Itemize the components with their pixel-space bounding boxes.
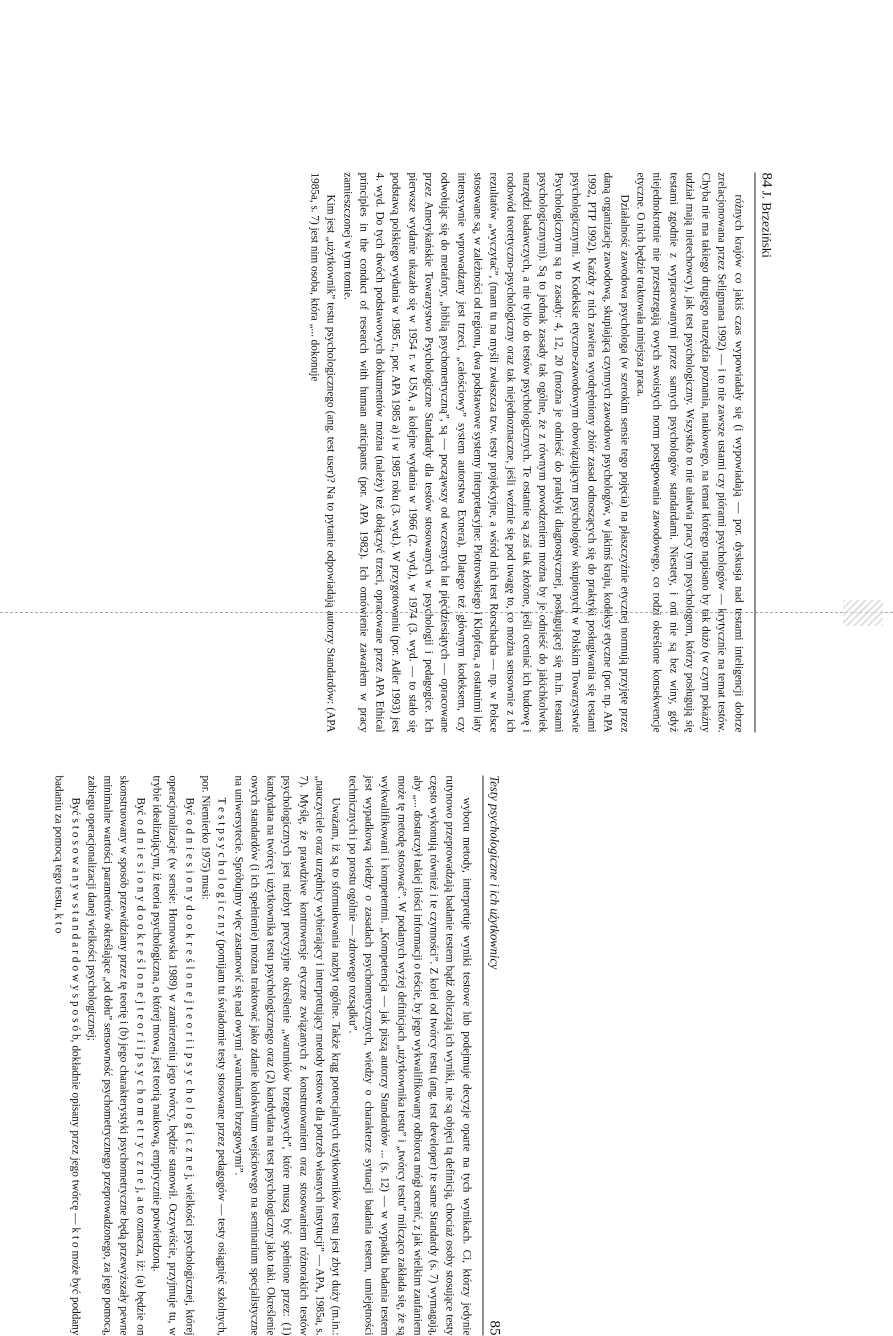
paragraph: różnych krajów co jakiś czas wypowiadały się (i wypowiadają — por. dyskusja nad testami inteligencji dobrze zrelacjonowana przez Seligmana 1992) — i to nie zawsze ustami czy piórami psychologów — krytycznie na temat testów. Chyba nie ma takiego drugiego narzędzia poznania, naukowego, na temat którego napisano by tak dużo (w czym pokaźny udział mają nietechowcy), jak test psychologiczny. Wszystko to nie ułatwia pracy tym psychologom, którzy posługują się testami zgodnie z wypracowanymi przez samych psychologów standardami. Niestety, i oni nie są bez winy, gdyż niejednokrotnie nie przestrzegają owych swoistych norm postępowania zawodowego, co rodzi określone konsekwencje etyczne. O nich będzie traktowała niniejsza praca. xyxy=(634,172,745,733)
paragraph: Działalność zawodowa psychologa (w szerokim sensie tego pojęcia) na płaszczyźnie etycznej normują przyjęte przez daną organizację zawodową, skupiającą czynnych zawodowo psychologów, w jakimś kraju, kodeksy etyczne (por. np. APA 1992, PTP 1992). Każdy z nich zawiera wyodrębniony zbiór zasad odnoszących się do praktyki posługiwania się testami psychologicznymi. W Kodeksie etyczno-zawodowym obowiązującym psychologów skupionych w Polskim Towarzystwie Psychologicznym są to zasady: 4, 12, 20 (można je odnieść do praktyki diagnostycznej, posługującej się m.in. testami psychologicznymi). Są to jednak zasady tak ogólne, że z równym powodzeniem można by je odnieść do jakichkolwiek narzędzi badawczych, a nie tylko do testów psychologicznych. Te ostatnie są zaś tak złożone, jeśli oceniać ich budowę i rodowód teoretyczno-psychologiczny oraz tak niejednoznaczne, jeśli weźmie się pod uwagę to, co można sensownie z ich rezultatów „wyczytać”, (mam tu na myśli zwłaszcza tzw. testy projekcyjne, a wśród nich test Rorschacha — np. w Polsce stosowane są, w zależności od regionu, dwa podstawowe systemy interpretacyjne: Piotrowskiego i Klopfera, a ostatnimi laty intensywnie wprowadzany jest trzeci, „całościowy” system autorstwa Exnera). Dlatego też głównym kodeksem, czy odwołując się do metafory, „biblią psychometryczną”, są — począwszy od wczesnych lat pięćdziesiątych — opracowane przez Amerykańskie Towarzystwo Psychologiczne Standardy dla testów stosowanych w psychologii i pedagogice. Ich pierwsze wydanie ukazało się w 1954 r. w USA, a kolejne wydania w 1966 (2. wyd.), w 1974 (3. wyd. — to stało się podstawą polskiego wydania w 1985 r., por. APA 1985 a) i w 1985 roku (3. wyd.). W przygotowaniu (por. Adler 1993) jest 4. wyd. Do tych dwóch podstawowych dokumentów można (należy) też dołączyć trzeci, opracowane przez APA Ethical principles in the conduct of research with human articipants (por. APA 1982). Ich omówienie zawarłem w pracy zamieszczonej w tym tomie. xyxy=(341,172,631,733)
page-header-left xyxy=(758,173,774,258)
left-page xyxy=(0,173,775,733)
author-name: J. Brzeziński xyxy=(759,190,775,258)
page-number: 85 xyxy=(486,1320,503,1336)
page-body xyxy=(306,173,746,733)
paragraph: Kim jest „użytkownik” testu psychologicznego (ang. test user)? Na to pytanie odpowiadają autorzy Standardów: (APA 1985a, s. 7) jest nim osoba, która „... dokonuje xyxy=(308,172,337,733)
paragraph: T e s t p s y c h o l o g i c z n y (pomijam tu świadomie testy stosowane przez pedagogów — testy osiągnięć szkolnych, por. Niemierko 1975) musi: xyxy=(199,775,228,1336)
paragraph: Być s t o s o w a n y w s t a n d a r d o w y s p o s ó b, dokładnie opisany przez jego twórcę — k t o może być poddany badaniu za pomocą tego testu, k t o xyxy=(52,775,82,1336)
page-header xyxy=(482,776,502,1336)
page-header xyxy=(754,173,774,733)
page-number: 84 xyxy=(758,172,775,188)
paragraph: Być o d n i e s i o n y d o o k r e ś l o n e j t e o r i i p s y c h o m e t r y c z n e j, a to oznacza, iż: (a) będzie on skonstruowany w sposób przewidziany przez tę teorię i (b) jego charakterystyki psychometryczne będą przewyższały pewne minimalne wartości parametrów określające „od dołu” sensowność psychometrycznego przeprowadzonego, za jego pomocą, zabiegu operacjonalizacji danej wielkości psychologicznej; xyxy=(85,775,147,1336)
page-body xyxy=(50,776,474,1336)
right-page xyxy=(0,776,503,1336)
paragraph: Być o d n i e s i o n y d o o k r e ś l o n e j t e o r i i p s y c h o l o g i c z n e j, wielkości psychologicznej, której operacjonalizacje (w sensie: Hornowska 1989) w zamierzeniu jego twórcy, będzie stanowił. Oczywiście, przyjmuje tu, w trybie idealizującym, iż teoria psychologiczna, o której mowa, jest teorią naukową, empirycznie potwierdzoną. xyxy=(150,775,196,1336)
paragraph: Uważam, iż są to sformułowania nazbyt ogólne. Także krąg potencjalnych użytkowników testu jest zbyt duży (m.in.: „nauczyciele oraz urzędnicy wybierający i interpretujący metody testowe dla potrzeb własnych instytucji” — APA, 1985a, s. 7). Myślę, że prawdziwe kontrowersje etyczne związanych z konstruowaniem oraz stosowaniem różnorakich testów psychologicznych jest niezbyt precyzyjne określenie „warunków brzegowych”, które muszą być spełnione przez: (1) kandydata na twórcę i użytkownika testu psychologicznego oraz (2) kandydata na test psychologiczny jako taki. Określenie owych standardów (i ich spełnienie) można traktować jako zdanie kolokwium wejściowego na seminarium specjalistyczne na uniwersytecie. Spróbujmy więc zastanowić się nad owymi „warunkami brzegowymi”. xyxy=(232,775,342,1336)
scan-artifact xyxy=(843,600,883,626)
paragraph: wyboru metody, interpretuje wyniki testowe lub podejmuje decyzje oparte na tych wynikach. Ci, którzy jedynie rutynowo przeprowadzają badanie testem bądź obliczają ich wyniki, nie są objęci tą definicją, chociaż osoby stosujące testy często wykonują również i te czynności”. Z kolei od twórcy testu (ang. test developer) te same Standardy (s. 7) wymagają, aby „... dostarczył takiej ilości informacji o teście, by jego wykwalifikowany odbiorca mógł ocenić, z jak wielkim zaufaniem może tę metodę stosować”. W podanych wyżej definicjach „użytkownika testu” i „twórcy testu” milcząco zakłada się, że są wykwalifikowani i kompetentni. „Kompetencja — jak piszą autorzy Standardów ... (s. 12) — w wypadku badania testem jest wypadkową wiedzy o zasadach psychometrycznych, wiedzy o charakterze sytuacji badania testem, umiejętności technicznych i po prostu ogólnie — zdrowego rozsądku”. xyxy=(346,775,473,1336)
running-title: Testy psychologiczne i ich użytkownicy xyxy=(487,775,502,970)
